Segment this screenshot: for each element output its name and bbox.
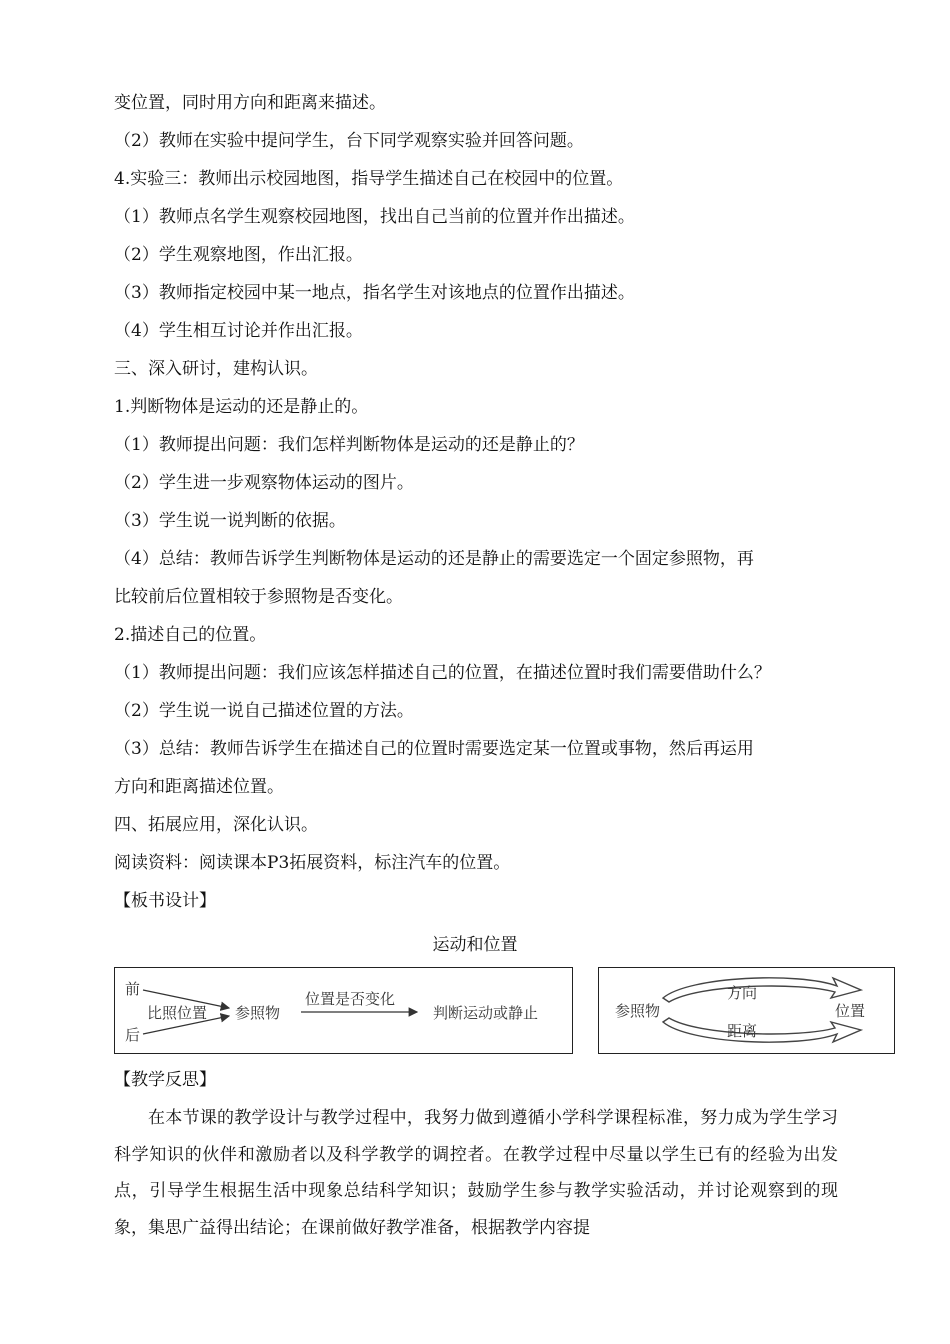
text-line: （3）学生说一说判断的依据。 (114, 511, 346, 531)
text-line: （2）学生进一步观察物体运动的图片。 (114, 473, 414, 493)
text-line: 变位置，同时用方向和距离来描述。 (114, 93, 386, 113)
text-line: 阅读资料：阅读课本P3拓展资料，标注汽车的位置。 (114, 853, 511, 873)
board-diagram-right (598, 967, 895, 1054)
label-distance: 距离 (727, 1022, 758, 1040)
text-line: （1）教师点名学生观察校园地图，找出自己当前的位置并作出描述。 (114, 207, 635, 227)
position-description-diagram (599, 968, 894, 1053)
label-reference: 参照物 (235, 1004, 281, 1022)
text-line: （4）总结：教师告诉学生判断物体是运动的还是静止的需要选定一个固定参照物，再 (114, 549, 754, 569)
text-line: 方向和距离描述位置。 (114, 777, 284, 797)
arrow-bottom-band (663, 1018, 861, 1042)
label-judge: 判断运动或静止 (433, 1004, 539, 1022)
section-heading: 1.判断物体是运动的还是静止的。 (114, 397, 369, 417)
board-title: 运动和位置 (432, 935, 518, 955)
label-reference: 参照物 (615, 1002, 661, 1020)
label-position-change: 位置是否变化 (305, 990, 396, 1008)
text-line: （3）总结：教师告诉学生在描述自己的位置时需要选定某一位置或事物，然后再运用 (114, 739, 754, 759)
text-line: （2）学生说一说自己描述位置的方法。 (114, 701, 414, 721)
motion-judgement-diagram (115, 968, 572, 1053)
board-heading: 【板书设计】 (114, 891, 216, 911)
text-line: （2）教师在实验中提问学生，台下同学观察实验并回答问题。 (114, 131, 584, 151)
reflection-paragraph: 在本节课的教学设计与教学过程中，我努力做到遵循小学科学课程标准，努力成为学生学习科学知识的伙伴和激励者以及科学教学的调控者。在教学过程中尽量以学生已有的经验为出发点，引导学生根据生活中现象总结科学知识；鼓励学生参与教学实验活动，并讨论观察到的现象，集思广益得出结论；在课前做好教学准备，根据教学内容提 (114, 1108, 838, 1238)
text-line: （2）学生观察地图，作出汇报。 (114, 245, 363, 265)
text-line: （4）学生相互讨论并作出汇报。 (114, 321, 363, 341)
section-heading: 三、深入研讨，建构认识。 (114, 359, 318, 379)
section-heading: 2.描述自己的位置。 (114, 625, 267, 645)
text-line: （1）教师提出问题：我们怎样判断物体是运动的还是静止的？ (114, 435, 584, 455)
text-line: （1）教师提出问题：我们应该怎样描述自己的位置，在描述位置时我们需要借助什么？ (114, 663, 771, 683)
text-line: （3）教师指定校园中某一地点，指名学生对该地点的位置作出描述。 (114, 283, 635, 303)
section-heading: 四、拓展应用，深化认识。 (114, 815, 318, 835)
label-compare-position: 比照位置 (147, 1004, 208, 1022)
text-line: 比较前后位置相较于参照物是否变化。 (114, 587, 403, 607)
arrow-top-band (663, 978, 861, 1002)
label-front: 前 (125, 980, 141, 998)
label-direction: 方向 (727, 984, 758, 1002)
label-back: 后 (125, 1026, 141, 1044)
reflection-heading: 【教学反思】 (114, 1070, 216, 1090)
section-heading: 4.实验三：教师出示校园地图，指导学生描述自己在校园中的位置。 (114, 169, 624, 189)
board-diagram-left (114, 967, 573, 1054)
label-position: 位置 (835, 1002, 866, 1020)
